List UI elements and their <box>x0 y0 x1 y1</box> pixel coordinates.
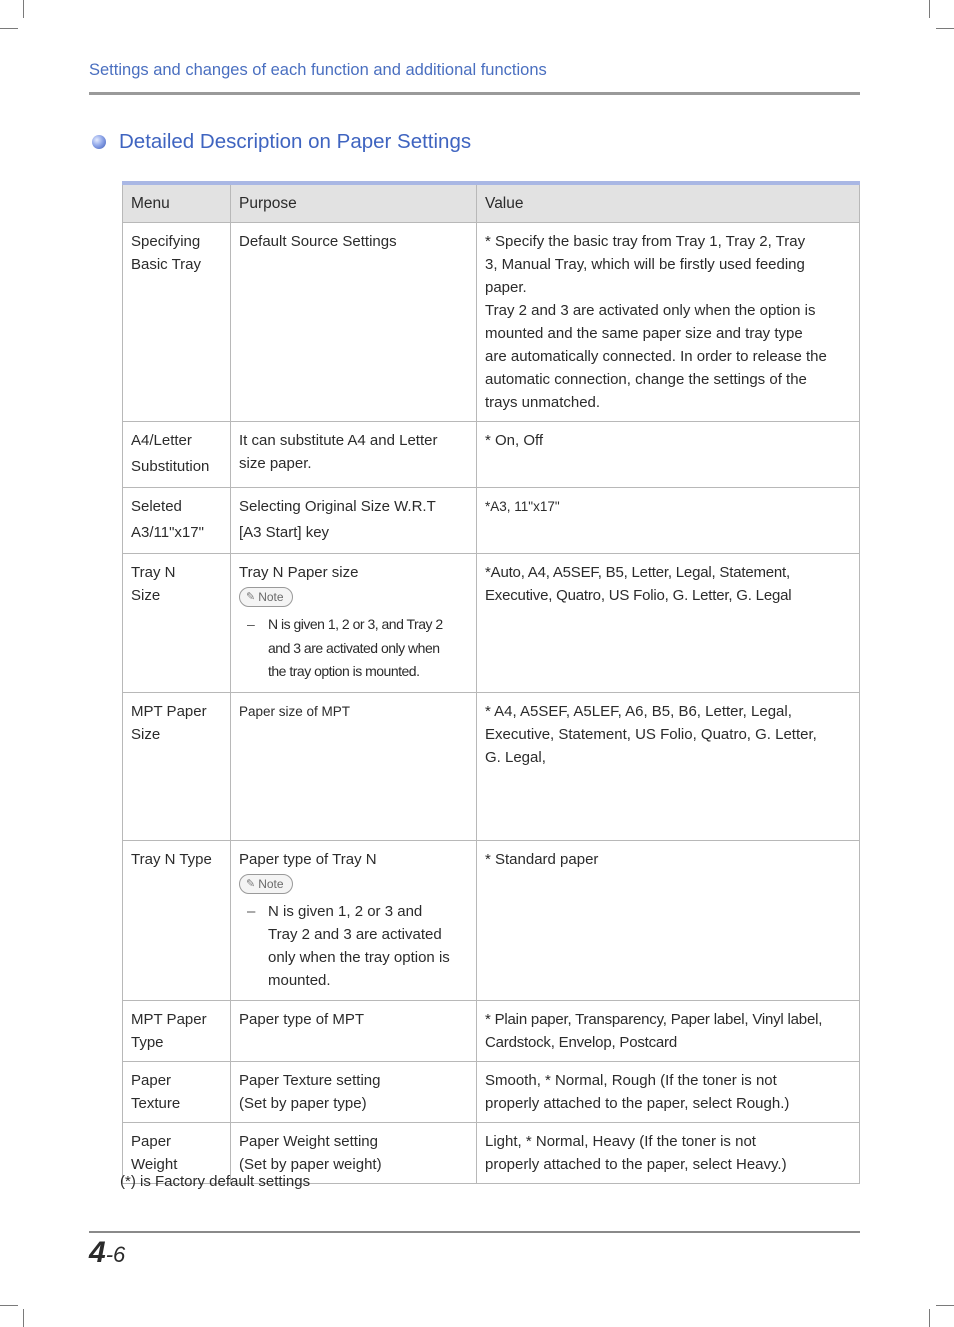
value-cell: * Standard paper <box>477 841 860 1001</box>
purpose-text: Paper type of Tray N <box>239 851 377 868</box>
crop-mark <box>929 0 930 18</box>
value-cell: * A4, A5SEF, A5LEF, A6, B5, B6, Letter, Legal, Executive, Statement, US Folio, Quatro, G. Letter, G. Legal, <box>477 693 860 841</box>
menu-cell: Seleted A3/11"x17" <box>123 488 231 554</box>
purpose-cell: Default Source Settings <box>231 223 477 422</box>
crop-mark <box>23 1309 24 1327</box>
table-row <box>123 554 860 693</box>
table-row <box>123 693 860 841</box>
value-cell: Light, * Normal, Heavy (If the toner is not properly attached to the paper, select Heavy.) <box>477 1123 860 1184</box>
purpose-cell: It can substitute A4 and Letter size paper. <box>231 422 477 488</box>
purpose-cell: Selecting Original Size W.R.T [A3 Start] key <box>231 488 477 554</box>
header-menu: Menu <box>123 183 231 223</box>
table-header-row <box>123 183 860 223</box>
menu-cell: Tray N Size <box>123 554 231 693</box>
menu-cell: Paper Weight <box>123 1123 231 1184</box>
note-item <box>239 900 468 992</box>
crop-mark <box>0 1305 18 1306</box>
purpose-cell: Paper Texture setting (Set by paper type) <box>231 1062 477 1123</box>
note-item <box>239 613 468 684</box>
running-head: Settings and changes of each function and additional functions <box>89 61 547 79</box>
value-cell: * Specify the basic tray from Tray 1, Tray 2, Tray 3, Manual Tray, which will be firstly used feeding paper. Tray 2 and 3 are activated only when the option is mounted and the same paper size and tray type are automatically connected. In order to release the automatic connection, change the settings of the trays unmatched. <box>477 223 860 422</box>
header-rule <box>89 92 860 95</box>
pencil-icon: ✎ <box>246 591 256 603</box>
paper-settings-table <box>122 181 860 1184</box>
crop-mark <box>0 28 18 29</box>
crop-mark <box>936 28 954 29</box>
note-badge <box>239 587 293 607</box>
table-row <box>123 223 860 422</box>
section-title: Detailed Description on Paper Settings <box>119 130 472 153</box>
purpose-cell: Paper Weight setting (Set by paper weight) <box>231 1123 477 1184</box>
purpose-cell <box>231 554 477 693</box>
header-value: Value <box>477 183 860 223</box>
menu-cell: MPT Paper Type <box>123 1001 231 1062</box>
value-cell: *Auto, A4, A5SEF, B5, Letter, Legal, Statement, Executive, Quatro, US Folio, G. Letter, G. Legal <box>477 554 860 693</box>
purpose-text: Tray N Paper size <box>239 564 359 581</box>
menu-cell: A4/Letter Substitution <box>123 422 231 488</box>
value-cell: * Plain paper, Transparency, Paper label, Vinyl label, Cardstock, Envelop, Postcard <box>477 1001 860 1062</box>
purpose-cell: Paper size of MPT <box>231 693 477 841</box>
header-purpose: Purpose <box>231 183 477 223</box>
purpose-cell <box>231 841 477 1001</box>
table-row <box>123 488 860 554</box>
dash-marker: – <box>247 903 256 920</box>
table-row <box>123 422 860 488</box>
footnote: (*) is Factory default settings <box>120 1173 311 1190</box>
note-text: N is given 1, 2 or 3, and Tray 2 and 3 are activated only when the tray option is mounted. <box>268 616 443 679</box>
note-text: N is given 1, 2 or 3 and Tray 2 and 3 are activated only when the tray option is mounted. <box>268 903 450 989</box>
crop-mark <box>929 1309 930 1327</box>
table-row <box>123 841 860 1001</box>
menu-cell: Paper Texture <box>123 1062 231 1123</box>
bullet-icon <box>92 135 106 149</box>
note-label: Note <box>258 877 284 891</box>
page-suffix: -6 <box>105 1242 126 1267</box>
value-cell: Smooth, * Normal, Rough (If the toner is not properly attached to the paper, select Rough.) <box>477 1062 860 1123</box>
section-heading <box>92 130 471 154</box>
chapter-number: 4 <box>89 1236 106 1269</box>
table-row <box>123 1001 860 1062</box>
menu-cell: Specifying Basic Tray <box>123 223 231 422</box>
menu-cell: Tray N Type <box>123 841 231 1001</box>
note-label: Note <box>258 590 284 604</box>
menu-cell: MPT Paper Size <box>123 693 231 841</box>
dash-marker: – <box>247 616 255 632</box>
note-badge <box>239 874 293 894</box>
pencil-icon: ✎ <box>246 878 256 890</box>
footer-rule <box>89 1231 860 1233</box>
value-cell: * On, Off <box>477 422 860 488</box>
purpose-cell: Paper type of MPT <box>231 1001 477 1062</box>
page-number <box>89 1236 125 1270</box>
crop-mark <box>936 1305 954 1306</box>
value-cell: *A3, 11"x17" <box>477 488 860 554</box>
crop-mark <box>23 0 24 18</box>
table-row <box>123 1062 860 1123</box>
